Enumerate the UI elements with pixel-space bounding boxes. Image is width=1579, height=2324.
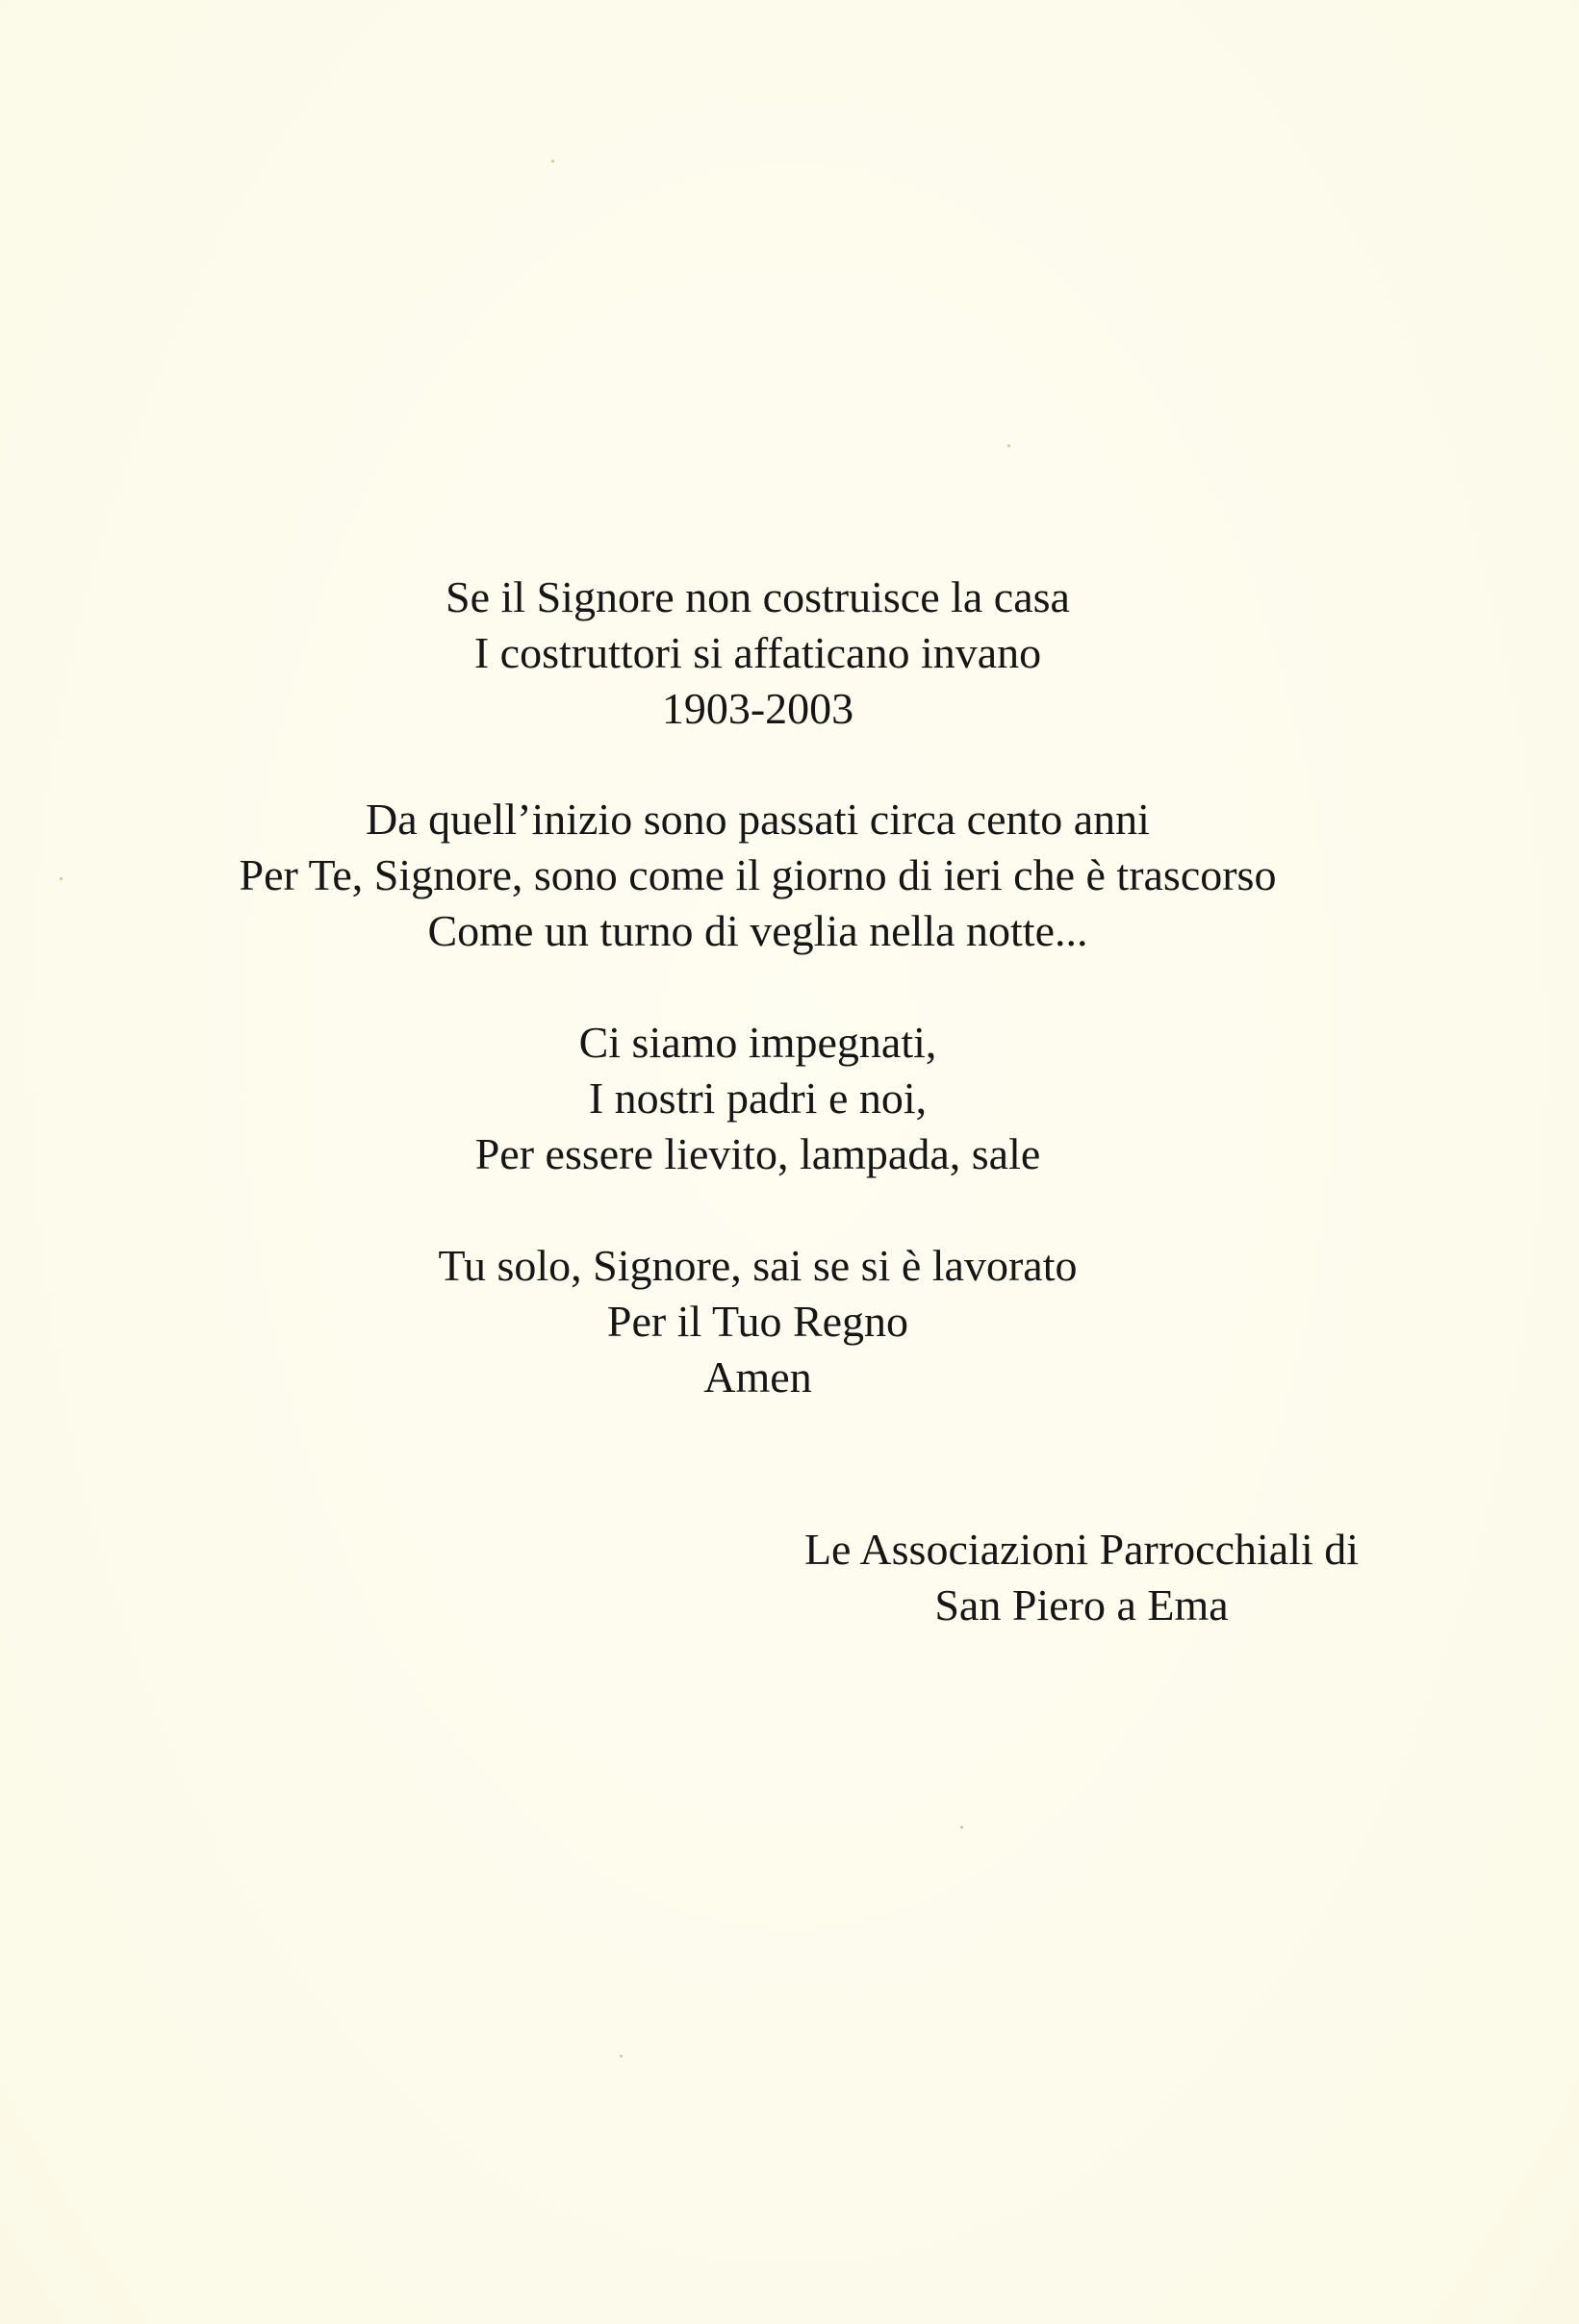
poem-line: Per Te, Signore, sono come il giorno di ieri che è trascorso bbox=[239, 850, 1277, 899]
poem-line: Se il Signore non costruisce la casa bbox=[446, 572, 1070, 621]
poem-line: Come un turno di veglia nella notte... bbox=[427, 906, 1088, 955]
poem-line: Amen bbox=[703, 1352, 812, 1402]
signature-block bbox=[764, 1522, 1399, 1633]
paper-speck bbox=[620, 2055, 623, 2058]
signature-line: San Piero a Ema bbox=[934, 1580, 1229, 1629]
poem-line: Da quell’inizio sono passati circa cento anni bbox=[366, 795, 1150, 844]
poem-stanza bbox=[0, 792, 1515, 959]
poem-line: Per essere lievito, lampada, sale bbox=[474, 1129, 1041, 1178]
paper-speck bbox=[551, 160, 554, 163]
poem-line: Per il Tuo Regno bbox=[606, 1297, 909, 1346]
paper-speck bbox=[1007, 444, 1010, 447]
poem-line: I costruttori si affaticano invano bbox=[473, 628, 1042, 677]
signature-line: Le Associazioni Parrocchiali di bbox=[803, 1525, 1360, 1574]
poem-line: Tu solo, Signore, sai se si è lavorato bbox=[438, 1241, 1078, 1290]
poem-line: 1903-2003 bbox=[661, 684, 854, 733]
poem-stanza bbox=[0, 569, 1515, 737]
poem-line: I nostri padri e noi, bbox=[588, 1074, 928, 1123]
paper-speck bbox=[960, 1826, 963, 1829]
poem-stanza bbox=[0, 1238, 1515, 1405]
poem-stanza bbox=[0, 1015, 1515, 1182]
poem-line: Ci siamo impegnati, bbox=[578, 1018, 937, 1067]
